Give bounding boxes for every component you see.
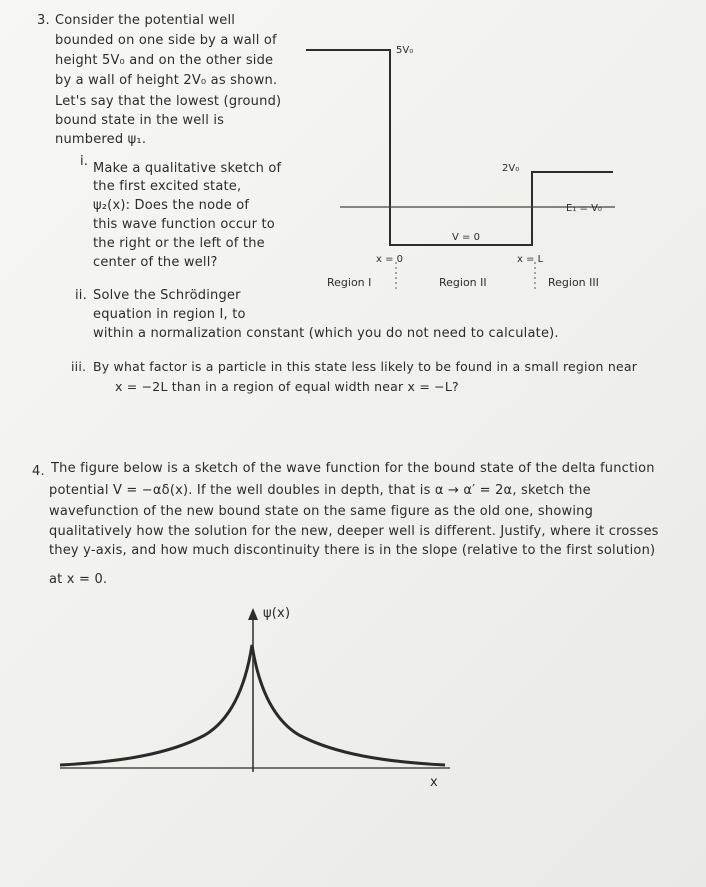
problem4-line: qualitatively how the solution for the new, deeper well is different. Justify, where it crosses (49, 524, 659, 539)
part-ii-line: equation in region I, to (93, 307, 246, 322)
region-label: Region I (327, 276, 372, 289)
x-axis-label: x (430, 775, 438, 790)
region-label: Region III (548, 276, 599, 289)
problem3-line: by a wall of height 2V₀ as shown. (55, 73, 278, 88)
region-label: Region II (439, 276, 487, 289)
problem3-line: Consider the potential well (55, 13, 236, 28)
problem4-number: 4. (32, 464, 45, 479)
problem4-line: they y-axis, and how much discontinuity there is in the slope (relative to the first solution) (49, 543, 656, 558)
part-i-label: i. (80, 154, 89, 169)
x0-label: x = 0 (376, 254, 404, 265)
part-i-line: the right or the left of the (93, 236, 265, 251)
problem3-line: numbered ψ₁. (55, 132, 147, 147)
part-i-line: Make a qualitative sketch of (93, 161, 282, 176)
part-i-line: the first excited state, (93, 179, 242, 194)
part-iii-line: By what factor is a particle in this state less likely to be found in a small region near (93, 359, 638, 374)
floor-label: V = 0 (452, 232, 480, 243)
problem4-line: wavefunction of the new bound state on the same figure as the old one, showing (49, 504, 594, 519)
problem3-number: 3. (37, 13, 50, 28)
problem4-line: The figure below is a sketch of the wave function for the bound state of the delta function (51, 461, 655, 476)
y-axis-arrow (248, 608, 258, 620)
part-ii-line: Solve the Schrödinger (93, 288, 241, 303)
part-iii-line: x = −2L than in a region of equal width near x = −L? (115, 379, 459, 394)
psi-axis-label: ψ(x) (263, 606, 291, 621)
problem4-line: potential V = −αδ(x). If the well doubles in depth, that is α → α′ = 2α, sketch the (49, 483, 591, 498)
left-wall-label: 5V₀ (396, 45, 414, 56)
problem4-line: at x = 0. (49, 572, 108, 587)
part-i-line: center of the well? (93, 255, 218, 270)
problem3-line: bound state in the well is (55, 113, 225, 128)
problem3-line: height 5V₀ and on the other side (55, 53, 274, 68)
problem3-line: bounded on one side by a wall of (55, 33, 277, 48)
part-i-line: ψ₂(x): Does the node of (93, 198, 250, 213)
xl-label: x = L (517, 254, 544, 265)
part-iii-label: iii. (71, 359, 87, 374)
problem3-line: Let's say that the lowest (ground) (55, 94, 282, 109)
right-wall-label: 2V₀ (502, 163, 520, 174)
part-i-line: this wave function occur to (93, 217, 275, 232)
part-ii-line: within a normalization constant (which you do not need to calculate). (93, 326, 559, 341)
part-ii-label: ii. (75, 288, 87, 303)
energy-label: E₁ = V₀ (566, 203, 602, 214)
